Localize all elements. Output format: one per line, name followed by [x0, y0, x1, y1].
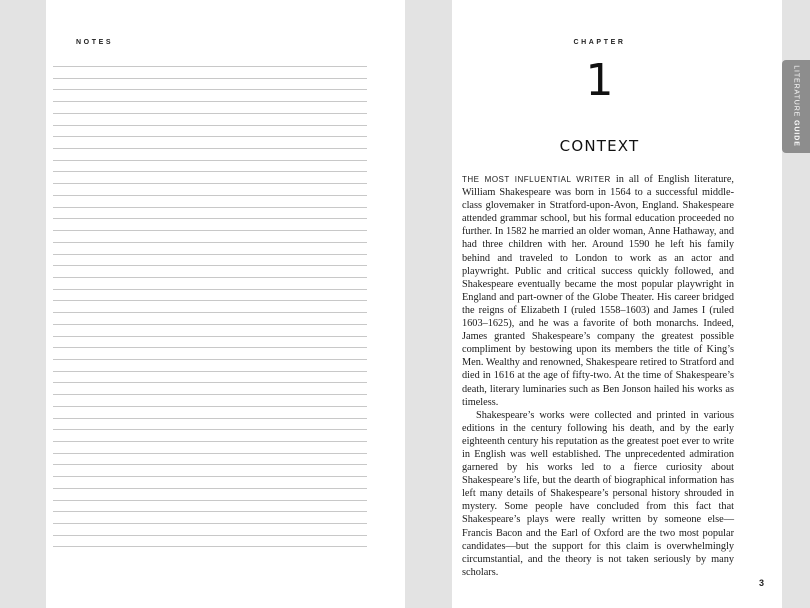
note-line [53, 148, 367, 160]
note-line [53, 336, 367, 348]
note-line [53, 546, 367, 558]
note-line [53, 406, 367, 418]
note-line [53, 78, 367, 90]
literature-guide-tab-label [793, 65, 800, 147]
tab-word-literature: LITERATURE [792, 65, 800, 118]
note-line [53, 418, 367, 430]
note-line [53, 265, 367, 277]
paragraph-1-text: in all of English literature, William Shakespeare was born in 1564 to a successful middle-class glovemaker in Stratford-upon-Avon, England. Shakespeare attended grammar school, but his formal education proceeded no further. In 1582 he married an older woman, Anne Hathaway, and had three children with her. Around 1590 he left his family behind and traveled to London to work as an actor and playwright. Public and critical success quickly followed, and Shakespeare eventually became the most popular playwright in England and part-owner of the Globe Theater. His career bridged the reigns of Elizabeth I (ruled 1558–1603) and James I (ruled 1603–1625), and he was a favorite of both monarchs. Indeed, James granted Shakespeare’s company the greatest possible compliment by bestowing upon its members the title of King’s Men. Wealthy and renowned, Shakespeare retired to Stratford and died in 1616 at the age of fifty-two. At the time of Shakespeare’s death, literary luminaries such as Ben Jonson hailed his works as timeless. [462, 174, 734, 408]
note-line [53, 89, 367, 101]
notes-heading: NOTES [76, 39, 114, 46]
note-line [53, 394, 367, 406]
note-line [53, 312, 367, 324]
note-line [53, 488, 367, 500]
note-line [53, 230, 367, 242]
paragraph-1 [462, 173, 734, 409]
tab-word-guide: GUIDE [792, 120, 800, 147]
note-line [53, 371, 367, 383]
note-line [53, 476, 367, 488]
note-line [53, 254, 367, 266]
note-line [53, 382, 367, 394]
note-line [53, 125, 367, 137]
note-line [53, 218, 367, 230]
note-line [53, 136, 367, 148]
note-line [53, 441, 367, 453]
literature-guide-tab[interactable] [782, 60, 810, 153]
note-line [53, 511, 367, 523]
page-number: 3 [759, 578, 765, 588]
note-line [53, 171, 367, 183]
note-line [53, 535, 367, 547]
right-page [452, 0, 782, 608]
note-line [53, 359, 367, 371]
note-line [53, 183, 367, 195]
note-line [53, 464, 367, 476]
note-line [53, 242, 367, 254]
notes-ruled-lines [53, 66, 367, 558]
note-line [53, 523, 367, 535]
note-line [53, 289, 367, 301]
note-line [53, 195, 367, 207]
chapter-title: CONTEXT [559, 137, 640, 155]
note-line [53, 300, 367, 312]
note-line [53, 324, 367, 336]
chapter-number: 1 [585, 55, 614, 106]
note-line [53, 160, 367, 172]
chapter-label: CHAPTER [573, 39, 626, 46]
note-line [53, 347, 367, 359]
paragraph-1-lead: THE MOST INFLUENTIAL WRITER [462, 175, 611, 184]
note-line [53, 500, 367, 512]
note-line [53, 66, 367, 78]
note-line [53, 453, 367, 465]
paragraph-2: Shakespeare’s works were collected and printed in various editions in the century following his death, and by the early eighteenth century his reputation as the greatest poet ever to write in English was well established. The unprecedented admiration garnered by his works led to a fierce curiosity about Shakespeare’s life, but the dearth of biographical information has left many details of Shakespeare’s personal history shrouded in mystery. Some people have concluded from this fact that Shakespeare’s plays were really written by someone else—Francis Bacon and the Earl of Oxford are the two most popular candidates—but the support for this claim is overwhelmingly circumstantial, and the theory is not taken seriously by many scholars. [462, 409, 734, 578]
note-line [53, 101, 367, 113]
note-line [53, 429, 367, 441]
left-page [46, 0, 405, 608]
note-line [53, 277, 367, 289]
note-line [53, 207, 367, 219]
note-line [53, 113, 367, 125]
chapter-body [462, 173, 734, 579]
